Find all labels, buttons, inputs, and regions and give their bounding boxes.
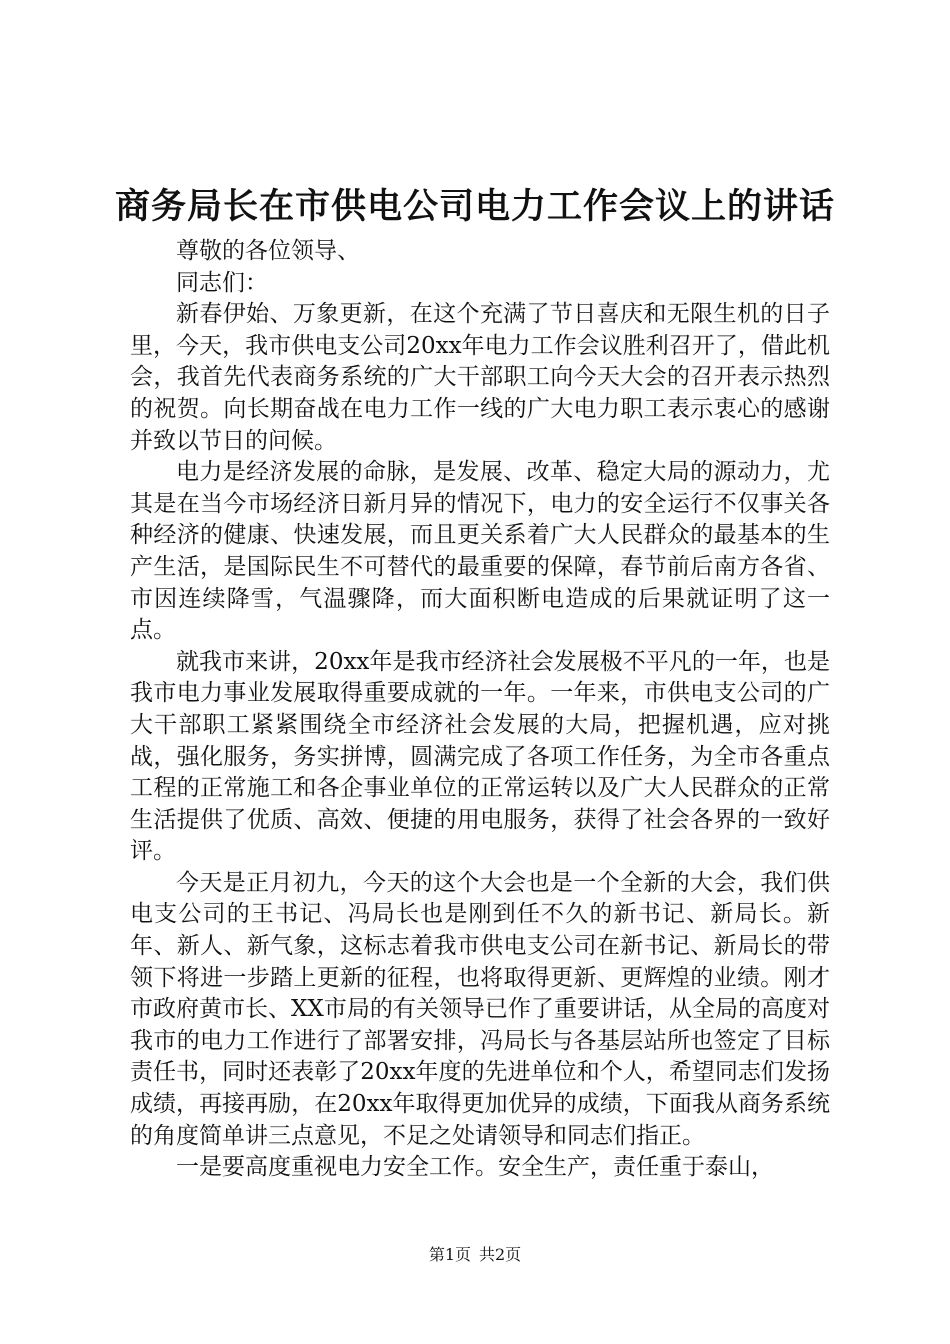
salutation-line: 尊敬的各位领导、 (176, 238, 360, 264)
body-paragraph: 新春伊始、万象更新，在这个充满了节日喜庆和无限生机的日子里，今天，我市供电支公司20xx年电力工作会议胜利召开了，借此机会，我首先代表商务系统的广大干部职工向今天大会的召开表示热烈的祝贺。向长期奋战在电力工作一线的广大电力职工表示衷心的感谢并致以节日的问候。 (130, 301, 830, 454)
salutation-line: 同志们： (176, 269, 268, 296)
body-paragraph: 今天是正月初九，今天的这个大会也是一个全新的大会，我们供电支公司的王书记、冯局长也是刚到任不久的新书记、新局长。新年、新人、新气象，这标志着我市供电支公司在新书记、新局长的带领下将进一步踏上更新的征程，也将取得更新、更辉煌的业绩。刚才市政府黄市长、XX市局的有关领导已作了重要讲话，从全局的高度对我市的电力工作进行了部署安排，冯局长与各基层站所也签定了目标责任书，同时还表彰了20xx年度的先进单位和个人，希望同志们发扬成绩，再接再励，在20xx年取得更加优异的成绩，下面我从商务系统的角度简单讲三点意见，不足之处请领导和同志们指正。 (130, 869, 830, 1149)
document-body (130, 236, 830, 1184)
document-title: 商务局长在市供电公司电力工作会议上的讲话 (114, 186, 835, 227)
page-number: 第1页 (428, 1245, 471, 1264)
page-total: 共2页 (479, 1245, 522, 1264)
page-footer (0, 1244, 950, 1266)
body-paragraph: 一是要高度重视电力安全工作。安全生产，责任重于泰山， (176, 1154, 774, 1181)
body-paragraph: 就我市来讲，20xx年是我市经济社会发展极不平凡的一年，也是我市电力事业发展取得重要成就的一年。一年来，市供电支公司的广大干部职工紧紧围绕全市经济社会发展的大局，把握机遇，应对挑战，强化服务，务实拼博，圆满完成了各项工作任务，为全市各重点工程的正常施工和各企事业单位的正常运转以及广大人民群众的正常生活提供了优质、高效、便捷的用电服务，获得了社会各界的一致好评。 (130, 648, 830, 865)
body-paragraph: 电力是经济发展的命脉，是发展、改革、稳定大局的源动力，尤其是在当今市场经济日新月异的情况下，电力的安全运行不仅事关各种经济的健康、快速发展，而且更关系着广大人民群众的最基本的生产生活，是国际民生不可替代的最重要的保障，春节前后南方各省、市因连续降雪，气温骤降，而大面积断电造成的后果就证明了这一点。 (130, 459, 830, 644)
